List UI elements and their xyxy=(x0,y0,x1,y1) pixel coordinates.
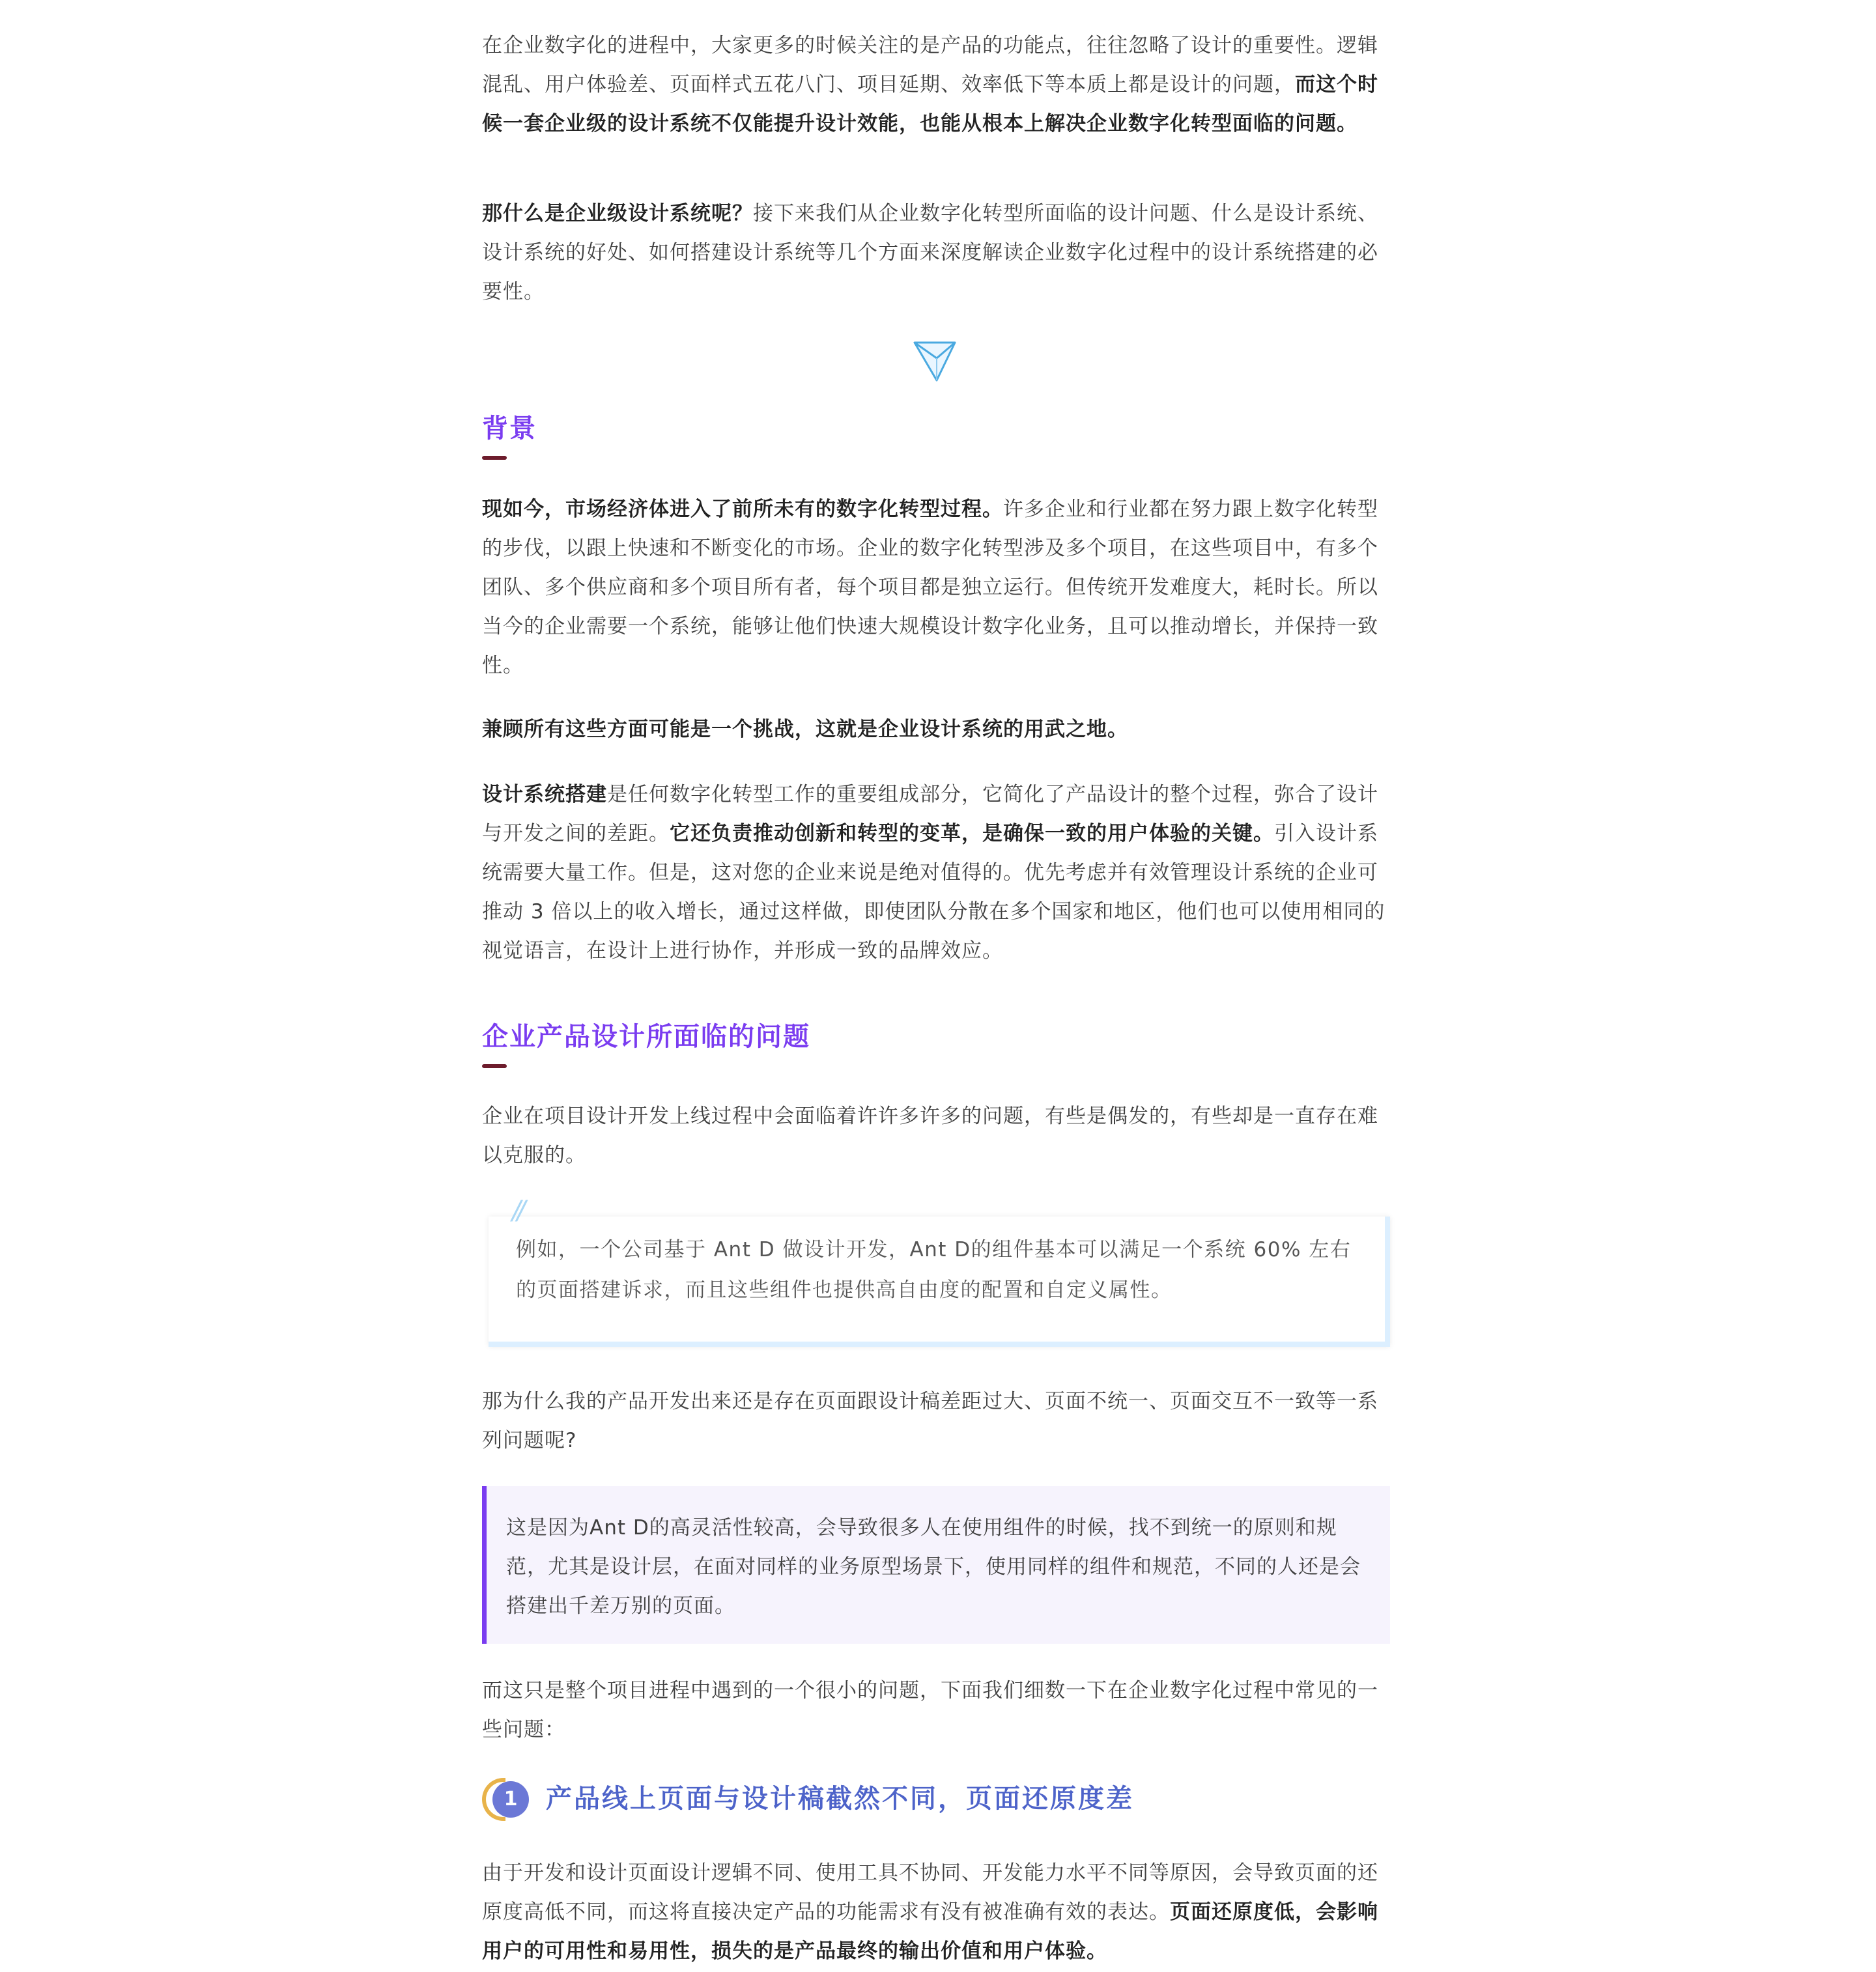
intro-paragraph-1-emphasis: 而这个时候一套企业级的设计系统不仅能提升设计效能，也能从根本上解决企业数字化转型面临的问题。 xyxy=(482,73,1378,135)
background-paragraph-2 xyxy=(482,710,1390,749)
problems-paragraph-2: 那为什么我的产品开发出来还是存在页面跟设计稿差距过大、页面不统一、页面交互不一致等一系列问题呢? xyxy=(482,1390,1378,1452)
example-quote-box xyxy=(489,1196,1390,1347)
background-paragraph-1: 现如今，市场经济体进入了前所未有的数字化转型过程。许多企业和行业都在努力跟上数字化转型的步伐，以跟上快速和不断变化的市场。企业的数字化转型涉及多个项目，在这些项目中，有多个团队、多个供应商和多个项目所有者，每个项目都是独立运行。但传统开发难度大，耗时长。所以当今的企业需要一个系统，能够让他们快速大规模设计数字化业务，且可以推动增长，并保持一致性。 xyxy=(482,498,1378,677)
issue-number-badge: 1 xyxy=(492,1781,529,1818)
problems-paragraph-3: 而这只是整个项目进程中遇到的一个很小的问题，下面我们细数一下在企业数字化过程中常见的一些问题： xyxy=(482,1679,1378,1741)
background-paragraph-3: 设计系统搭建是任何数字化转型工作的重要组成部分，它简化了产品设计的整个过程，弥合了设计与开发之间的差距。它还负责推动创新和转型的变革，是确保一致的用户体验的关键。引入设计系统需要大量工作。但是，这对您的企业来说是绝对值得的。优先考虑并有效管理设计系统的企业可推动 3 倍以上的收入增长，通过这样做，即使团队分散在多个国家和地区，他们也可以使用相同的视觉语言，在设计上进行协作，并形成一致的品牌效应。 xyxy=(482,783,1386,963)
callout-text: 这是因为Ant D的高灵活性较高，会导致很多人在使用组件的时候，找不到统一的原则和规范，尤其是设计层，在面对同样的业务原型场景下，使用同样的组件和规范，不同的人还是会搭建出千差万别的页面。 xyxy=(506,1516,1361,1618)
example-quote-text: 例如，一个公司基于 Ant D 做设计开发，Ant D的组件基本可以满足一个系统 60% 左右的页面搭建诉求，而且这些组件也提供高自由度的配置和自定义属性。 xyxy=(516,1238,1352,1302)
background-paragraph-1-emphasis: 现如今，市场经济体进入了前所未有的数字化转型过程。 xyxy=(482,498,1003,521)
chevron-arrow-icon xyxy=(912,339,958,384)
background-paragraph-2-emphasis: 兼顾所有这些方面可能是一个挑战，这就是企业设计系统的用武之地。 xyxy=(482,718,1128,741)
heading-underline xyxy=(482,1064,507,1068)
explanation-callout xyxy=(482,1486,1390,1644)
section-heading-problems: 企业产品设计所面临的问题 xyxy=(482,1022,810,1052)
issue-1-heading xyxy=(482,1778,1390,1824)
heading-underline xyxy=(482,456,507,460)
issue-1-title: 产品线上页面与设计稿截然不同，页面还原度差 xyxy=(546,1784,1134,1814)
problems-paragraph-1: 企业在项目设计开发上线过程中会面临着许许多许多的问题，有些是偶发的，有些却是一直存在难以克服的。 xyxy=(482,1105,1378,1167)
intro-question: 那什么是企业级设计系统呢？ xyxy=(482,202,753,225)
issue-1-paragraph: 由于开发和设计页面设计逻辑不同、使用工具不协同、开发能力水平不同等原因，会导致页面的还原度高低不同，而这将直接决定产品的功能需求有没有被准确有效的表达。页面还原度低，会影响用户的可用性和易用性，损失的是产品最终的输出价值和用户体验。 xyxy=(482,1861,1378,1963)
intro-paragraph-2: 那什么是企业级设计系统呢？接下来我们从企业数字化转型所面临的设计问题、什么是设计系统、设计系统的好处、如何搭建设计系统等几个方面来深度解读企业数字化过程中的设计系统搭建的必要性。 xyxy=(482,202,1378,303)
section-heading-background: 背景 xyxy=(482,414,537,444)
intro-paragraph-1: 在企业数字化的进程中，大家更多的时候关注的是产品的功能点，往往忽略了设计的重要性。逻辑混乱、用户体验差、页面样式五花八门、项目延期、效率低下等本质上都是设计的问题，而这个时候一套企业级的设计系统不仅能提升设计效能，也能从根本上解决企业数字化转型面临的问题。 xyxy=(482,34,1378,135)
issue-1-emphasis: 页面还原度低，会影响用户的可用性和易用性，损失的是产品最终的输出价值和用户体验。 xyxy=(482,1900,1378,1963)
quote-mark-icon: // xyxy=(512,1196,522,1226)
